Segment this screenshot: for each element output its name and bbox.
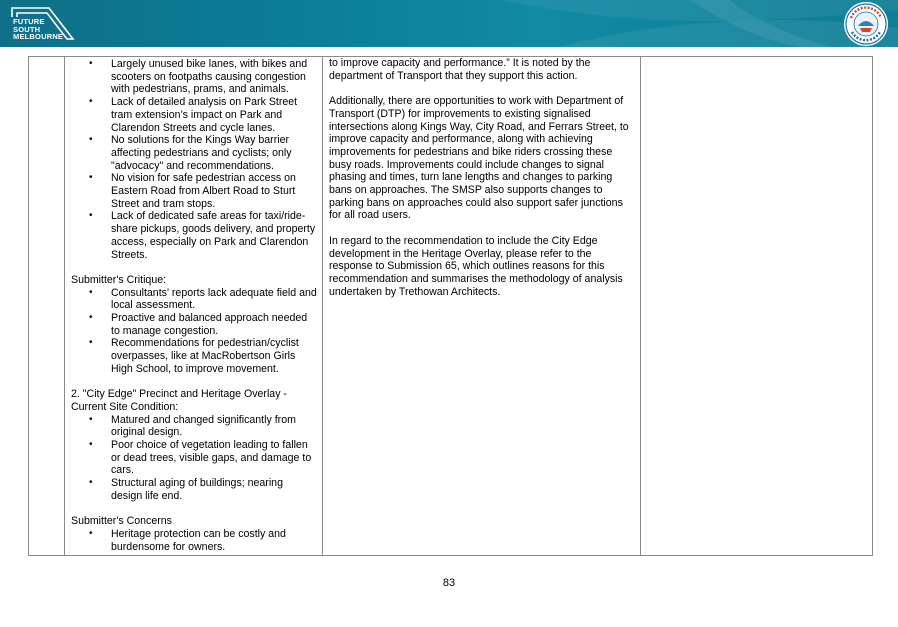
seal-icon: [844, 2, 888, 46]
critique-heading: Submitter's Critique:: [71, 273, 167, 286]
city-of-port-phillip-seal: [844, 2, 888, 46]
list-item: • Recommendations for pedestrian/cyclist overpasses, like at MacRobertson Girls High School, to improve movement.: [71, 337, 317, 375]
list-item: • No solutions for the Kings Way barrier affecting pedestrians and cyclists; only "advocacy" and recommendations.: [71, 134, 317, 172]
list-item: • Largely unused bike lanes, with bikes and scooters on footpaths causing congestion with pedestrians, prams, and animals.: [71, 58, 317, 96]
list-item: • Proactive and balanced approach needed to manage congestion.: [71, 312, 317, 337]
list-item: • Structural aging of buildings; nearing design life end.: [71, 477, 317, 502]
list-item: • Poor choice of vegetation leading to fallen or dead trees, visible gaps, and damage to cars.: [71, 439, 317, 477]
future-south-melbourne-logo: [9, 5, 79, 43]
concerns-list: [71, 528, 317, 553]
list-item: • No vision for safe pedestrian access on Eastern Road from Albert Road to Sturt Street and tram stops.: [71, 172, 317, 210]
response-paragraph-2: Additionally, there are opportunities to work with Department of Transport (DTP) for improvements to existing signalised intersections along Kings Way, City Road, and Ferrars Street, to improve capacity and performance, along with achieving improvements for pedestrians and bike riders crossing these busy roads. Improvements could include changes to signal phasing and times, turn lane lengths and changes to parking bans on approaches. The SMSP also supports changes to parking bans on approaches could also support safer junctions for all road users.: [329, 95, 629, 222]
table-column-outcome: [641, 57, 872, 555]
banner-wave-decoration: [0, 0, 898, 47]
list-item: • Heritage protection can be costly and burdensome for owners.: [71, 528, 317, 553]
logo-line-2: SOUTH: [13, 24, 41, 34]
table-column-response: [323, 57, 641, 555]
logo-line-3: MELBOURNE: [13, 32, 64, 42]
table-column-submission: [65, 57, 323, 555]
header-banner: [0, 0, 898, 47]
table-column-number: [29, 57, 65, 555]
list-item: • Lack of detailed analysis on Park Street tram extension’s impact on Park and Clarendon Streets and cycle lanes.: [71, 96, 317, 134]
submissions-table: [28, 56, 873, 556]
response-paragraph-1: to improve capacity and performance.” It is noted by the department of Transport that they support this action.: [329, 57, 591, 82]
list-item: • Matured and changed significantly from original design.: [71, 414, 317, 439]
section-2-heading: 2. "City Edge" Precinct and Heritage Overlay - Current Site Condition:: [71, 388, 287, 413]
site-condition-list: [71, 414, 317, 503]
page-number: 83: [442, 577, 456, 589]
critique-list: [71, 287, 317, 376]
list-item: • Consultants' reports lack adequate field and local assessment.: [71, 287, 317, 312]
response-paragraph-3: In regard to the recommendation to include the City Edge development in the Heritage Overlay, please refer to the response to Submission 65, which outlines reasons for this recommendation and summarises the methodology of analysis undertaken by Trethowan Architects.: [329, 234, 623, 298]
list-item: • Lack of dedicated safe areas for taxi/ride-share pickups, goods delivery, and property access, especially on Park and Clarendon Streets.: [71, 210, 317, 261]
logo-line-1: FUTURE: [13, 17, 45, 26]
issues-list: [71, 58, 317, 261]
concerns-heading: Submitter's Concerns: [71, 515, 172, 528]
